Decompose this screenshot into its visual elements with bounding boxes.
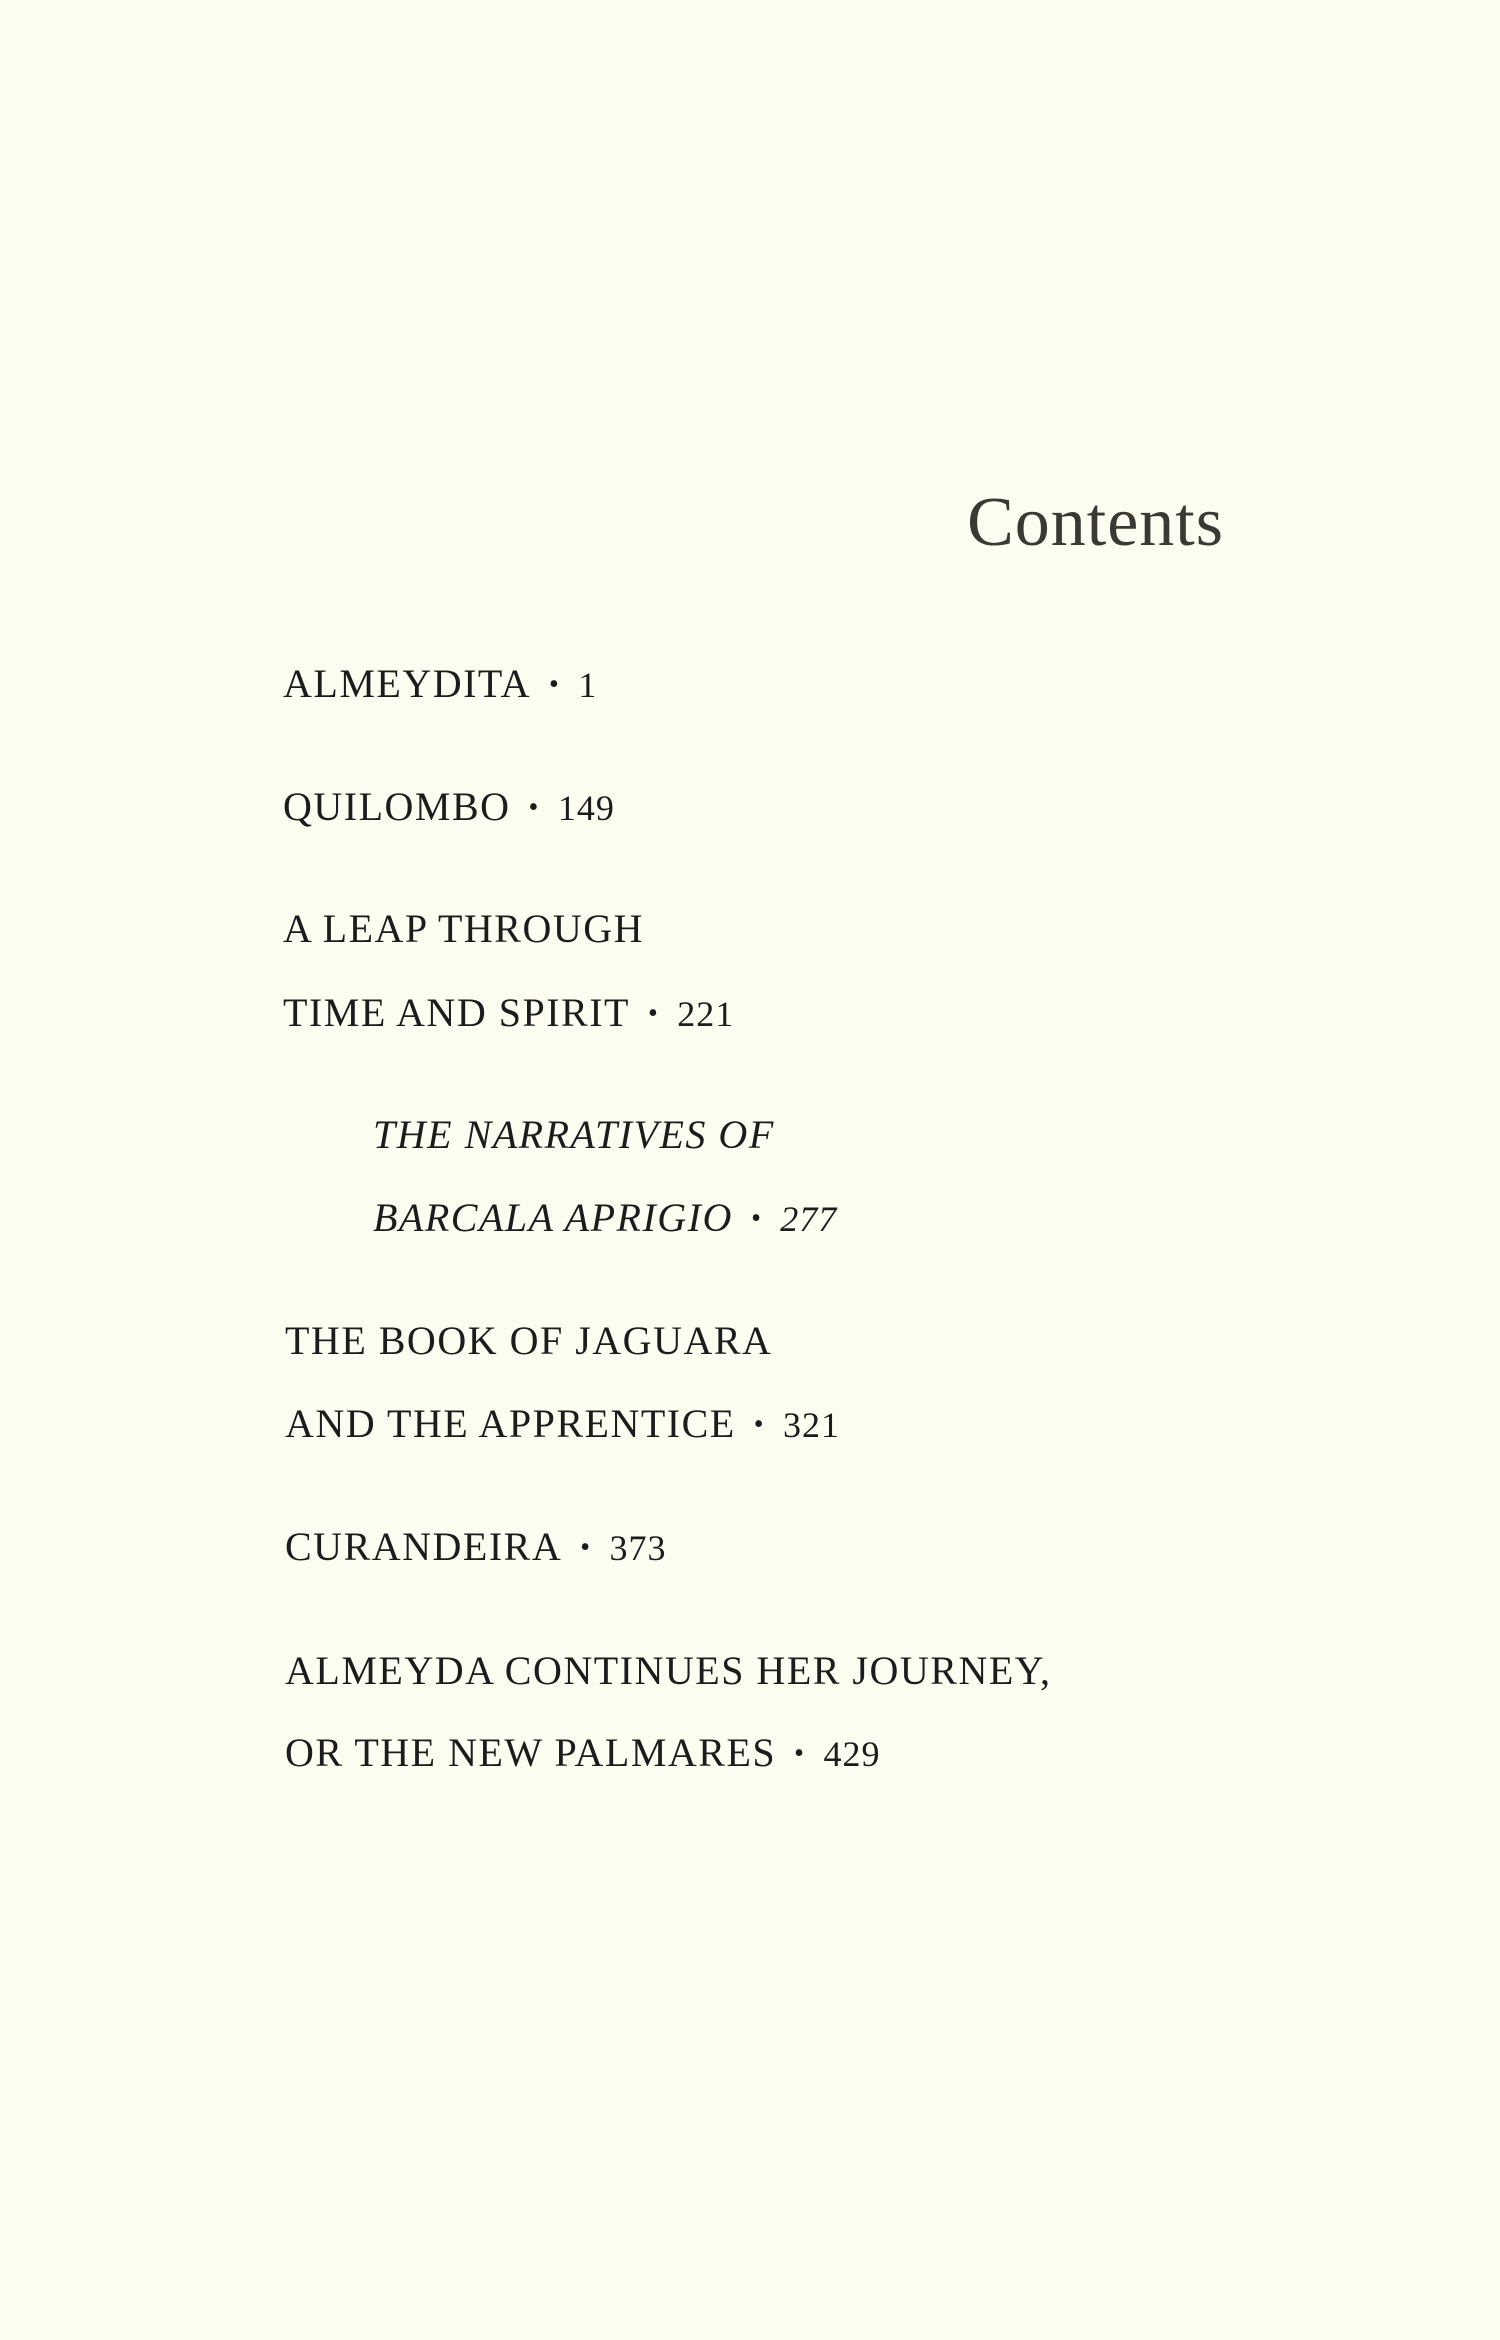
entry-title: A LEAP THROUGH <box>283 906 645 951</box>
separator-dot: • <box>750 1202 763 1234</box>
separator-dot: • <box>753 1408 766 1440</box>
entry-title: QUILOMBO <box>283 784 511 829</box>
toc-entry-almeyda-continues-line-2 <box>285 1730 881 1775</box>
entry-title: THE NARRATIVES OF <box>373 1112 775 1157</box>
toc-entry-quilombo <box>283 784 615 829</box>
toc-entry-book-of-jaguara-line-1 <box>285 1318 773 1363</box>
separator-dot: • <box>794 1737 806 1769</box>
entry-title: OR THE NEW PALMARES <box>285 1730 777 1775</box>
toc-entry-a-leap-through-line-2 <box>283 990 735 1035</box>
toc-subentry-narratives-line-1 <box>373 1112 775 1157</box>
separator-dot: • <box>647 997 660 1029</box>
toc-entry-a-leap-through-line-1 <box>283 906 645 951</box>
separator-dot: • <box>528 791 540 823</box>
separator-dot: • <box>580 1531 592 1563</box>
toc-entry-almeyda-continues-line-1 <box>285 1648 1052 1693</box>
entry-title: CURANDEIRA <box>285 1524 563 1569</box>
separator-dot: • <box>549 668 561 700</box>
toc-subentry-narratives-line-2 <box>373 1195 838 1240</box>
entry-page-number: 373 <box>609 1528 667 1568</box>
entry-title: BARCALA APRIGIO <box>373 1195 733 1240</box>
entry-title: ALMEYDITA <box>283 661 532 706</box>
page-title: Contents <box>967 484 1224 561</box>
entry-title: AND THE APPRENTICE <box>285 1401 736 1446</box>
toc-entry-almeydita <box>283 661 598 706</box>
entry-page-number: 321 <box>783 1405 841 1445</box>
entry-title: THE BOOK OF JAGUARA <box>285 1318 773 1363</box>
entry-page-number: 1 <box>578 665 598 705</box>
toc-entry-curandeira <box>285 1524 667 1569</box>
entry-page-number: 221 <box>677 994 735 1034</box>
entry-page-number: 429 <box>823 1734 881 1774</box>
toc-entry-book-of-jaguara-line-2 <box>285 1401 841 1446</box>
entry-page-number: 277 <box>780 1199 838 1239</box>
entry-title: ALMEYDA CONTINUES HER JOURNEY, <box>285 1648 1052 1693</box>
entry-page-number: 149 <box>557 788 615 828</box>
entry-title: TIME AND SPIRIT <box>283 990 630 1035</box>
